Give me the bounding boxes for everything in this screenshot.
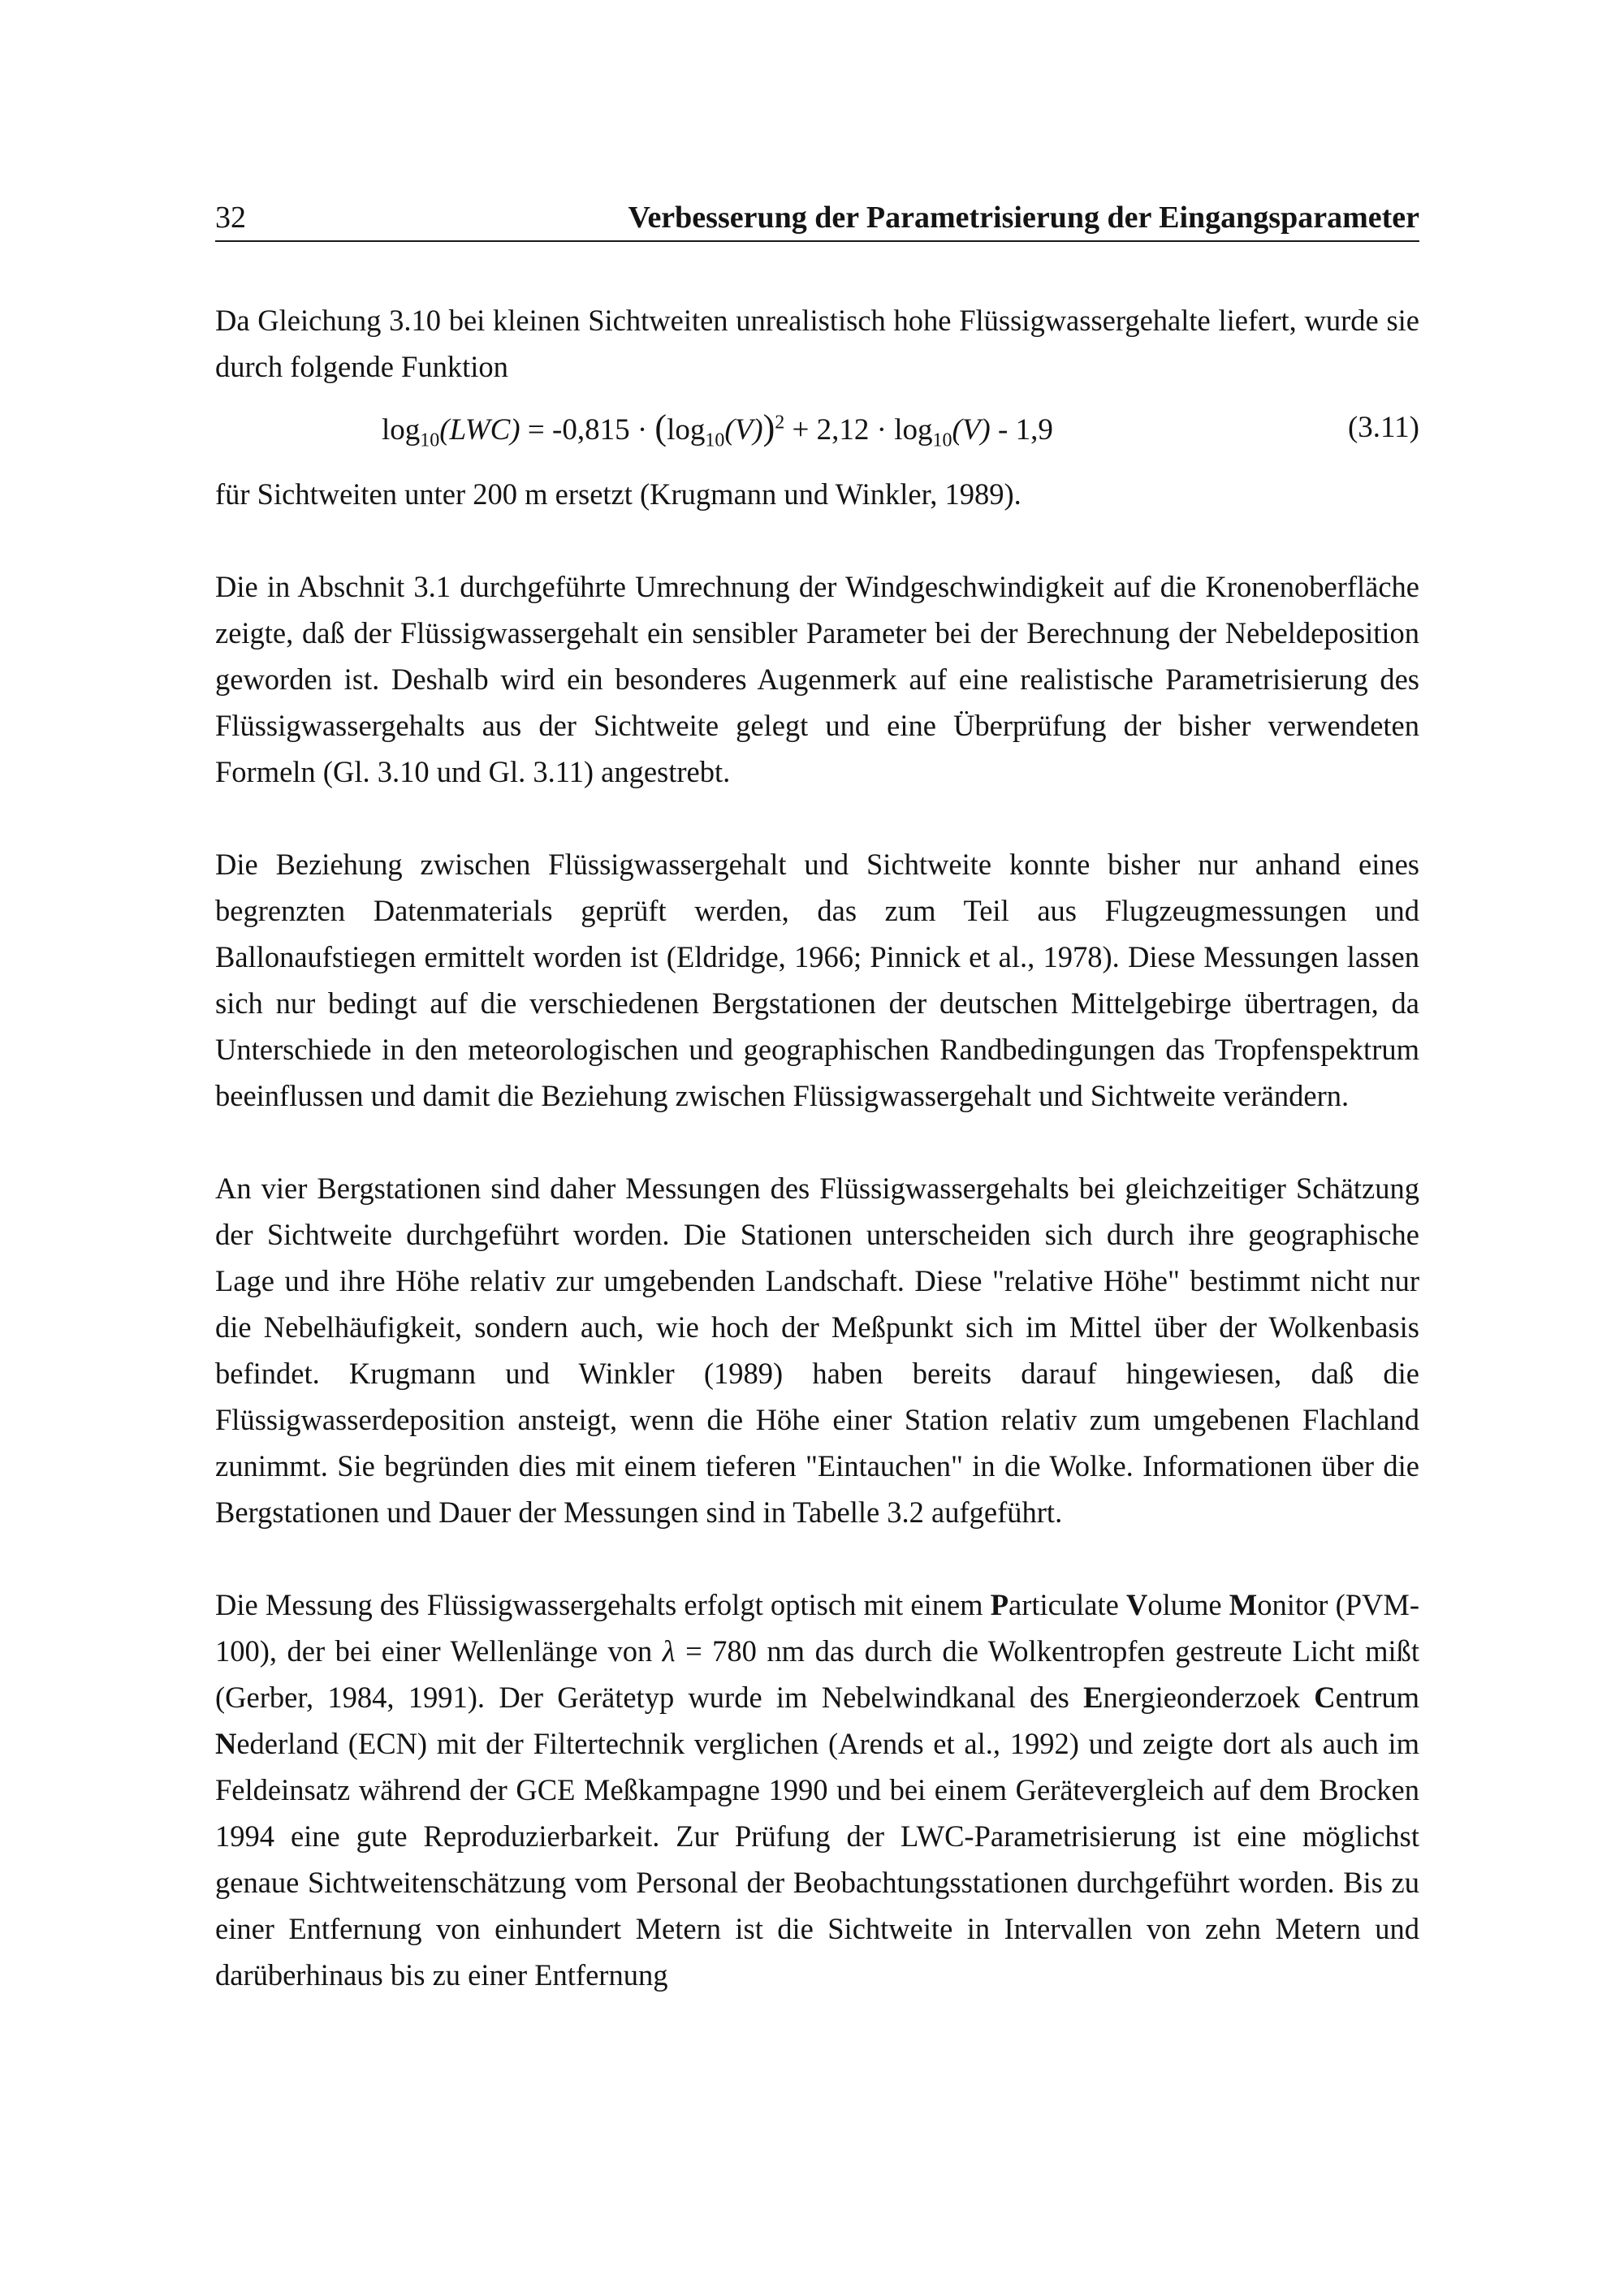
- eq-open-paren: (: [654, 408, 667, 447]
- paragraph-6-text: articulate: [1009, 1588, 1126, 1621]
- eq-subscript: 10: [420, 429, 440, 451]
- equation-3-11: [215, 390, 1419, 471]
- acronym-letter: E: [1083, 1681, 1104, 1714]
- page-header: [215, 192, 1419, 242]
- lambda-symbol: λ: [662, 1634, 676, 1668]
- eq-log: log: [667, 413, 706, 447]
- paragraph-6-text: onitor (PVM-100), der bei einer Wellenlänge von: [215, 1588, 1420, 1668]
- equation-formula: [382, 404, 1053, 453]
- eq-plus: +: [792, 413, 810, 447]
- eq-visibility: (V): [952, 413, 991, 447]
- paragraph-5: An vier Bergstationen sind daher Messungen des Flüssigwassergehalts bei gleichzeitiger Schätzung der Sichtweite durchgeführt worden. Die Stationen unterscheiden sich durch ihre geographische Lage und ihre Höhe relativ zur umgebenden Landschaft. Diese "relative Höhe" bestimmt nicht nur die Nebelhäufigkeit, sondern auch, wie hoch der Meßpunkt sich im Mittel über der Wolkenbasis befindet. Krugmann und Winkler (1989) haben bereits darauf hingewiesen, daß die Flüssigwasserdeposition ansteigt, wenn die Höhe einer Station relativ zum umgebenen Flachland zunimmt. Sie begründen dies mit einem tieferen "Eintauchen" in die Wolke. Informationen über die Bergstationen und Dauer der Messungen sind in Tabelle 3.2 aufgeführt.: [215, 1172, 1419, 1529]
- paragraph-1: Da Gleichung 3.10 bei kleinen Sichtweiten unrealistisch hohe Flüssigwassergehalte liefert, wurde sie durch folgende Funktion: [215, 304, 1419, 383]
- acronym-letter: N: [215, 1727, 237, 1760]
- running-title: Verbesserung der Parametrisierung der Eingangsparameter: [628, 201, 1419, 235]
- eq-multiply: ·: [637, 413, 648, 447]
- paragraph-6-text: ederland (ECN) mit der Filtertechnik verglichen (Arends et al., 1992) und zeigte dort als auch im Feldeinsatz während der GCE Meßkampagne 1990 und bei einem Gerätevergleich auf dem Brocken 1994 eine gute Reproduzierbarkeit. Zur Prüfung der LWC-Parametrisierung ist eine möglichst genaue Sichtweitenschätzung vom Personal der Beobachtungsstationen durchgeführt worden. Bis zu einer Entfernung von einhundert Metern ist die Sichtweite in Intervallen von zehn Metern und darüberhinaus bis zu einer Entfernung: [215, 1727, 1419, 1992]
- paragraph-2: für Sichtweiten unter 200 m ersetzt (Krugmann und Winkler, 1989).: [215, 477, 1021, 511]
- eq-exponent: 2: [775, 412, 785, 434]
- eq-lwc: (LWC): [439, 413, 520, 447]
- paragraph-6-text: = 780 nm das durch die Wolkentropfen gestreute Licht mißt (Gerber, 1984, 1991). Der Gerätetyp wurde im Nebelwindkanal des: [215, 1634, 1419, 1714]
- paragraph-4: Die Beziehung zwischen Flüssigwassergehalt und Sichtweite konnte bisher nur anhand eines begrenzten Datenmaterials geprüft werden, das zum Teil aus Flugzeugmessungen und Ballonaufstiegen ermittelt worden ist (Eldridge, 1966; Pinnick et al., 1978). Diese Messungen lassen sich nur bedingt auf die verschiedenen Bergstationen der deutschen Mittelgebirge übertragen, da Unterschiede in den meteorologischen und geographischen Randbedingungen das Tropfenspektrum beeinflussen und damit die Beziehung zwischen Flüssigwassergehalt und Sichtweite verändern.: [215, 848, 1419, 1112]
- paragraph-6-text: entrum: [1335, 1681, 1420, 1714]
- eq-log: log: [894, 413, 933, 447]
- eq-constant: 1,9: [1015, 413, 1053, 447]
- paragraph-6: [215, 1582, 1419, 1998]
- eq-minus: -: [998, 413, 1009, 447]
- paragraph-6-text: nergieonderzoek: [1103, 1681, 1315, 1714]
- paragraph-3: Die in Abschnit 3.1 durchgeführte Umrechnung der Windgeschwindigkeit auf die Kronenoberfläche zeigte, daß der Flüssigwassergehalt ein sensibler Parameter bei der Berechnung der Nebeldeposition geworden ist. Deshalb wird ein besonderes Augenmerk auf eine realistische Parametrisierung des Flüssigwassergehalts aus der Sichtweite gelegt und eine Überprüfung der bisher verwendeten Formeln (Gl. 3.10 und Gl. 3.11) angestrebt.: [215, 570, 1419, 788]
- eq-coefficient-2: 2,12: [816, 413, 870, 447]
- equation-number: (3.11): [1347, 411, 1419, 444]
- acronym-letter: M: [1229, 1588, 1258, 1621]
- paragraph-6-text: Die Messung des Flüssigwassergehalts erfolgt optisch mit einem: [215, 1588, 991, 1621]
- paragraph-6-text: olume: [1147, 1588, 1229, 1621]
- acronym-letter: V: [1125, 1588, 1148, 1621]
- eq-equals: =: [527, 413, 545, 447]
- page-number: 32: [215, 201, 246, 235]
- acronym-letter: P: [990, 1588, 1009, 1621]
- acronym-letter: C: [1314, 1681, 1336, 1714]
- eq-subscript: 10: [932, 429, 952, 451]
- eq-visibility: (V): [724, 413, 763, 447]
- eq-coefficient-1: -0,815: [552, 413, 630, 447]
- eq-log: log: [382, 413, 421, 447]
- eq-close-paren: ): [762, 408, 775, 447]
- eq-multiply: ·: [876, 413, 887, 447]
- eq-subscript: 10: [705, 429, 725, 451]
- page-body: [215, 297, 1419, 1998]
